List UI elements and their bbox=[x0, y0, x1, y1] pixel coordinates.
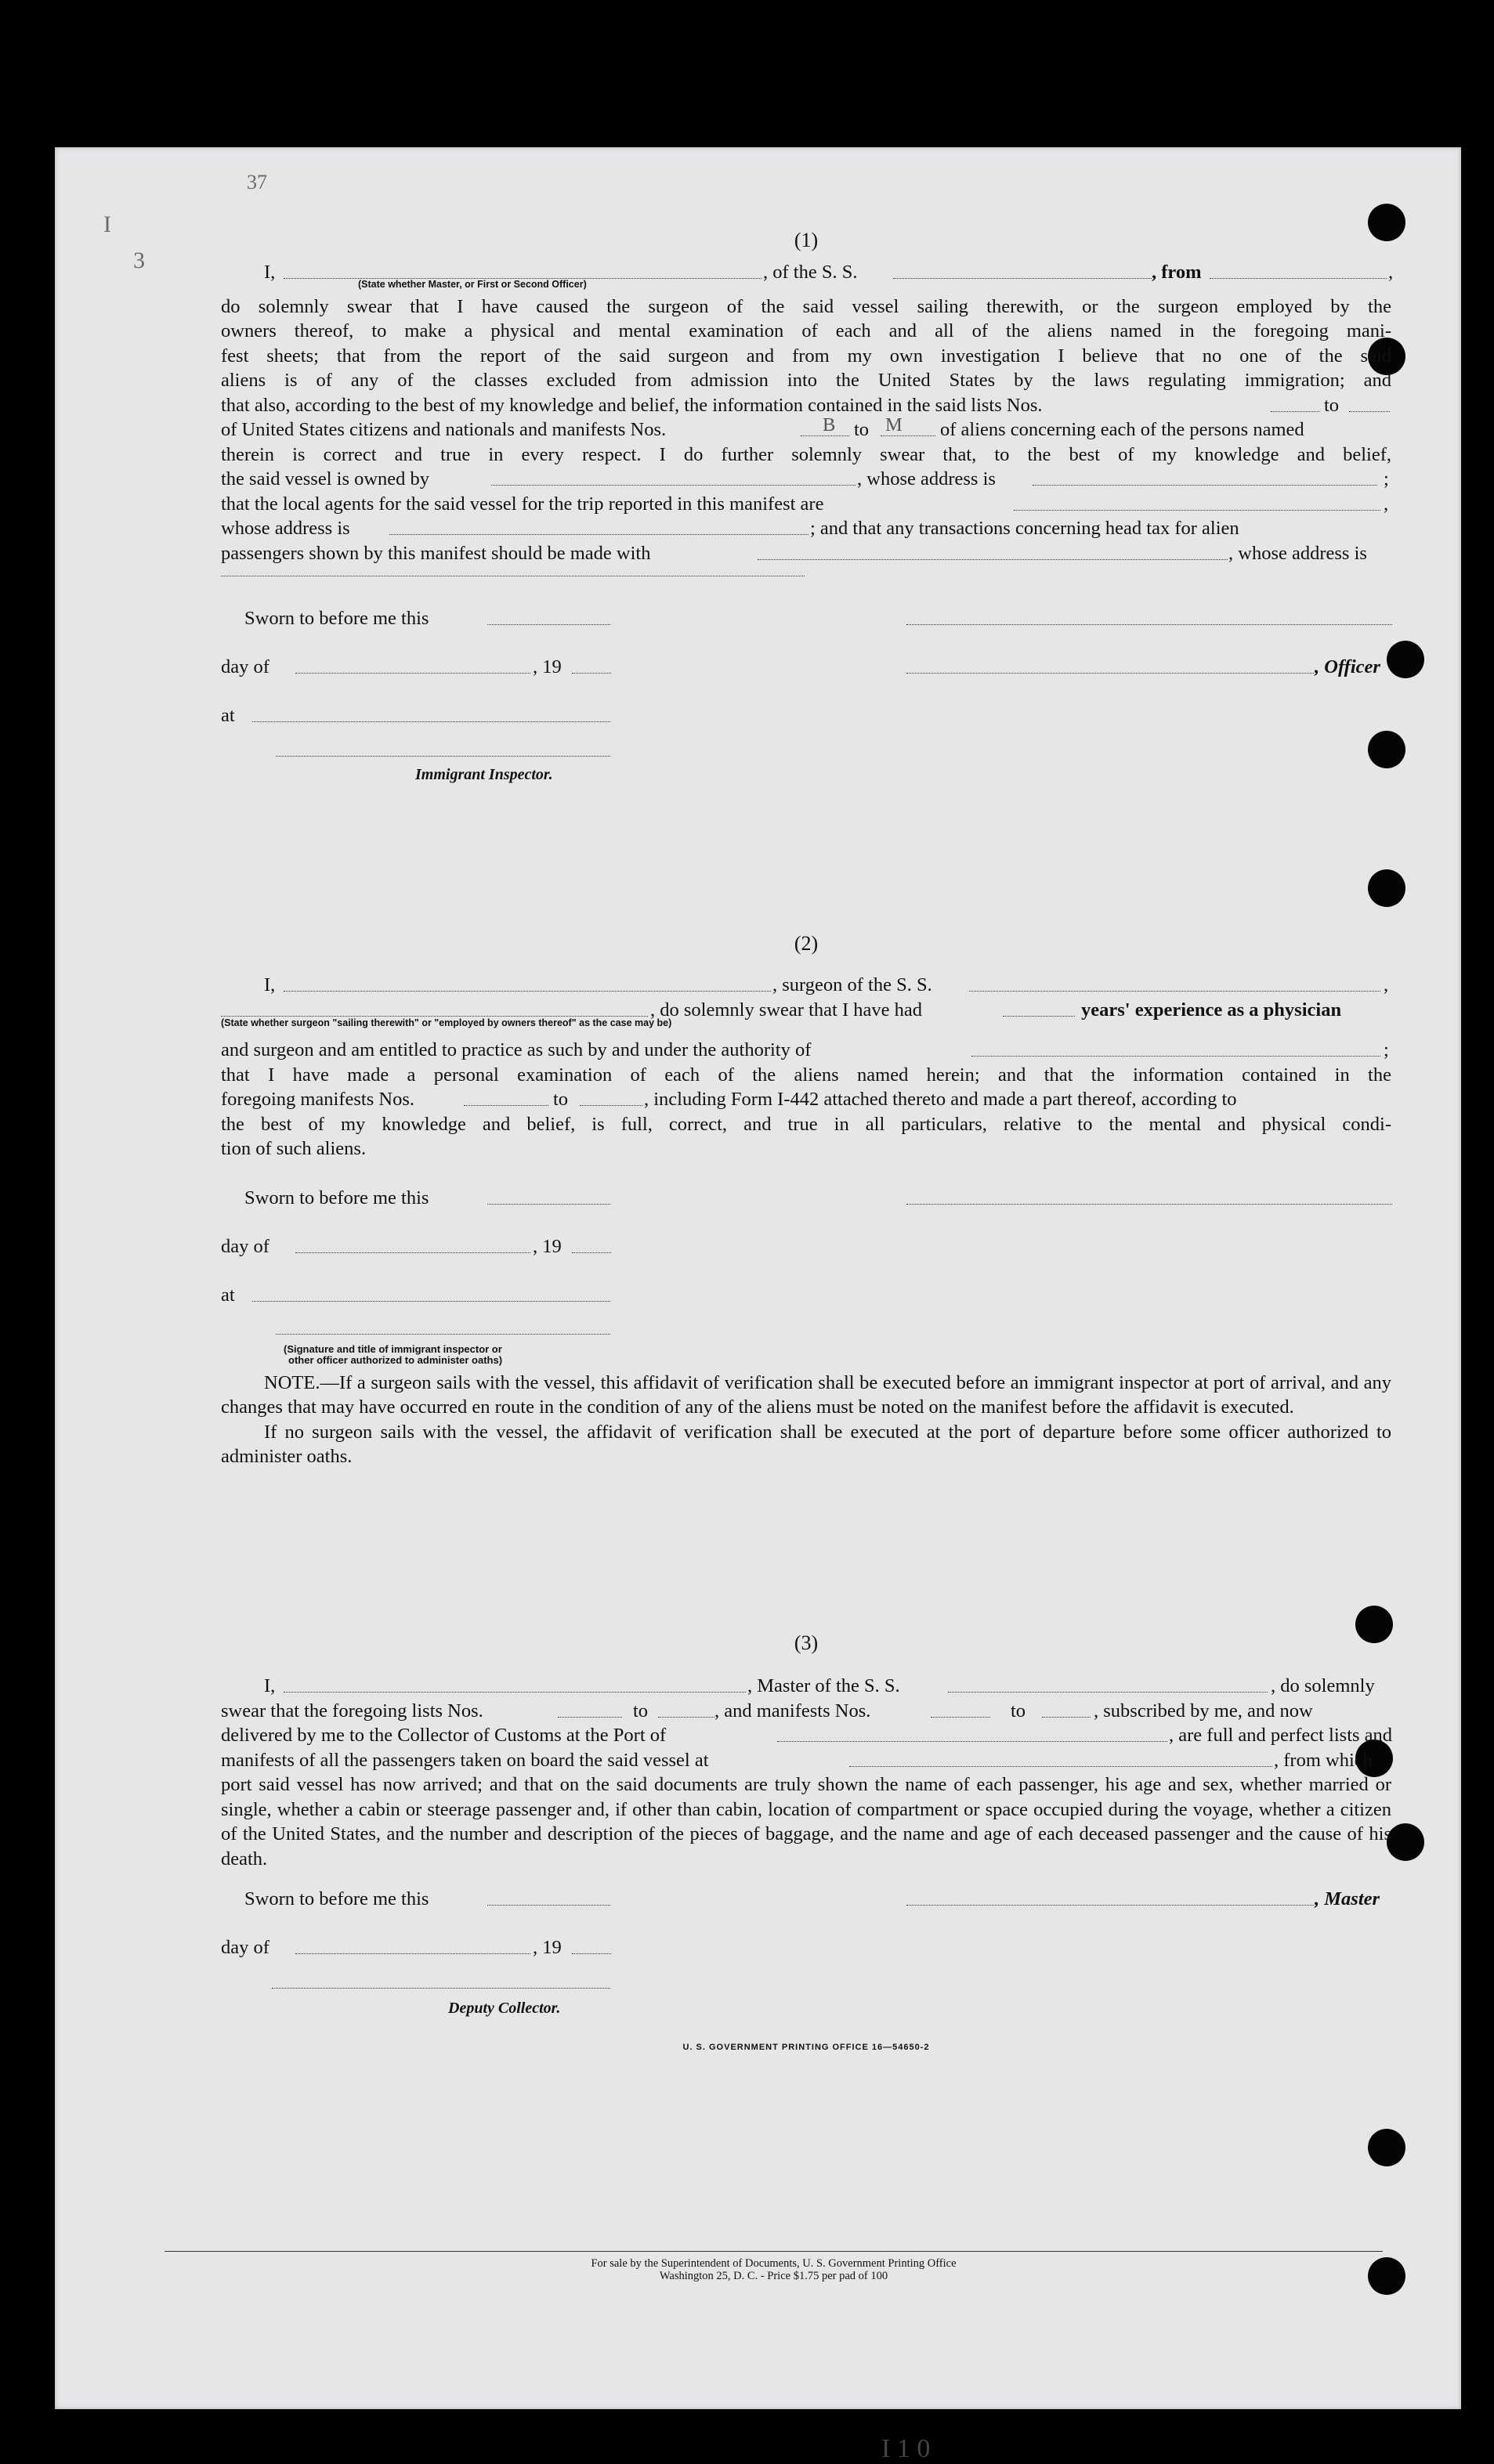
label-master-ss: , Master of the S. S. bbox=[747, 1675, 900, 1696]
day-of-field[interactable] bbox=[295, 1252, 530, 1253]
label-i: I, bbox=[264, 262, 276, 283]
day-of-field[interactable] bbox=[295, 1953, 530, 1954]
surgeon-vessel-field[interactable] bbox=[969, 990, 1380, 992]
subscribed-text: , subscribed by me, and now bbox=[1094, 1700, 1313, 1722]
passengers-text: passengers shown by this manifest should be made with bbox=[221, 542, 651, 564]
authority-field[interactable] bbox=[971, 1055, 1380, 1057]
swear-text: , do solemnly bbox=[1271, 1675, 1375, 1696]
label-i: I, bbox=[264, 1675, 276, 1696]
section-number: (1) bbox=[794, 229, 819, 251]
label-i: I, bbox=[264, 974, 276, 995]
oath-line: tion of such aliens. bbox=[221, 1138, 367, 1159]
years-experience-field[interactable] bbox=[1003, 1015, 1075, 1017]
officer-label: , Officer bbox=[1315, 656, 1380, 677]
oath-line: do solemnly swear that I have caused the surgeon of the said vessel sailing therewith, or the surgeon employed by the bbox=[221, 295, 1391, 317]
head-tax-address-field[interactable] bbox=[221, 575, 805, 576]
sale-line: For sale by the Superintendent of Documents, U. S. Government Printing Office bbox=[591, 2257, 957, 2270]
citizens-text: of United States citizens and nationals and manifests Nos. bbox=[221, 419, 667, 440]
section-number: (2) bbox=[794, 932, 819, 955]
sworn-label: Sworn to before me this bbox=[244, 1187, 429, 1209]
oath-line: therein is correct and true in every respect. I do further solemnly swear that, to the best of my knowledge and belief, bbox=[221, 443, 1391, 465]
surgeon-note: (State whether surgeon "sailing therewith" or "employed by owners thereof" as the case may be) bbox=[221, 1017, 672, 1028]
lists-from-field[interactable] bbox=[558, 1716, 622, 1718]
year-label: , 19 bbox=[533, 656, 562, 677]
lists-to-field[interactable] bbox=[658, 1716, 714, 1718]
years-experience-label: years' experience as a physician bbox=[1081, 999, 1342, 1021]
binder-hole bbox=[1387, 1823, 1424, 1861]
authority-text: and surgeon and am entitled to practice as such by and under the authority of bbox=[221, 1039, 812, 1060]
inspector-signature-field[interactable] bbox=[276, 755, 610, 757]
year-label: , 19 bbox=[533, 1937, 562, 1958]
manifests-nos-label: , and manifests Nos. bbox=[714, 1700, 871, 1722]
collector-label: Deputy Collector. bbox=[448, 2000, 561, 2017]
to-label: to bbox=[1011, 1700, 1026, 1722]
margin-mark: 37 bbox=[247, 171, 267, 193]
citizens-text-end: of aliens concerning each of the persons named bbox=[940, 419, 1304, 440]
from-port-field[interactable] bbox=[1210, 277, 1387, 279]
at-label: at bbox=[221, 704, 235, 726]
agents-text: that the local agents for the said vessel for the trip reported in this manifest are bbox=[221, 493, 824, 515]
officer-title-field[interactable] bbox=[906, 672, 1314, 674]
year-label: , 19 bbox=[533, 1235, 562, 1257]
at-label: at bbox=[221, 1284, 235, 1306]
oath-line: that I have made a personal examination of each of the aliens named herein; and that the information contained in the bbox=[221, 1064, 1391, 1086]
sale-line: Washington 25, D. C. - Price $1.75 per pad of 100 bbox=[659, 2270, 888, 2282]
section-number: (3) bbox=[794, 1631, 819, 1654]
punctuation: , bbox=[1384, 493, 1389, 515]
sworn-date-field[interactable] bbox=[487, 623, 610, 625]
to-label: to bbox=[553, 1089, 569, 1110]
bottom-stamp: I 1 0 bbox=[881, 2434, 931, 2463]
officer-note: (State whether Master, or First or Second Officer) bbox=[358, 278, 587, 290]
collector-signature-field[interactable] bbox=[272, 1987, 610, 1989]
day-of-field[interactable] bbox=[295, 672, 530, 674]
label-of-ss: , of the S. S. bbox=[763, 262, 858, 283]
surgeon-status-field[interactable] bbox=[221, 1015, 648, 1017]
owner-field[interactable] bbox=[491, 484, 856, 486]
at-field[interactable] bbox=[252, 1300, 610, 1302]
binder-hole bbox=[1368, 2129, 1405, 2166]
oath-line: the best of my knowledge and belief, is full, correct, and true in all particulars, relative to the mental and physical condi- bbox=[221, 1113, 1391, 1135]
sworn-date-field[interactable] bbox=[487, 1203, 610, 1205]
form-text: , including Form I-442 attached thereto and made a part thereof, according to bbox=[644, 1089, 1237, 1110]
oath-line: aliens is of any of the classes excluded from admission into the United States by the laws regulating immigration; and bbox=[221, 370, 1391, 391]
manifests-text: manifests of all the passengers taken on board the said vessel at bbox=[221, 1749, 709, 1771]
section-2 bbox=[221, 930, 1391, 1469]
officer-signature-field[interactable] bbox=[906, 623, 1392, 625]
signature-note: (Signature and title of immigrant inspector or bbox=[284, 1342, 502, 1355]
inspector-signature-field[interactable] bbox=[276, 1333, 610, 1335]
inspector-label: Immigrant Inspector. bbox=[415, 765, 553, 783]
note-paragraph: NOTE.—If a surgeon sails with the vessel, this affidavit of verification shall be executed before an immigrant inspector at port of arrival, and any changes that may have occurred en route in the condition of any of the aliens must be noted on the manifest before the affidavit is executed. bbox=[221, 1371, 1391, 1418]
signature-note: other officer authorized to administer oaths) bbox=[288, 1353, 503, 1366]
day-of-label: day of bbox=[221, 656, 269, 677]
agents-address-field[interactable] bbox=[389, 533, 808, 535]
punctuation: , bbox=[1384, 974, 1389, 995]
gpo-imprint: U. S. GOVERNMENT PRINTING OFFICE 16—54650-2 bbox=[682, 2042, 930, 2052]
from-which-text: , from which bbox=[1274, 1749, 1373, 1771]
master-vessel-field[interactable] bbox=[948, 1691, 1268, 1693]
port-field[interactable] bbox=[777, 1740, 1167, 1742]
footer-rule bbox=[165, 2251, 1383, 2252]
surgeon-swear-text: , do solemnly swear that I have had bbox=[650, 999, 922, 1021]
manifests-to-label: to bbox=[854, 419, 870, 440]
agents-field[interactable] bbox=[1014, 509, 1380, 511]
label-surgeon-ss: , surgeon of the S. S. bbox=[772, 974, 932, 995]
year-field[interactable] bbox=[572, 672, 611, 674]
officer-name-field[interactable] bbox=[284, 277, 761, 279]
passengers-address-label: , whose address is bbox=[1228, 542, 1367, 564]
section-3 bbox=[221, 1630, 1391, 2060]
surgeon-name-field[interactable] bbox=[284, 990, 771, 992]
head-tax-text: ; and that any transactions concerning head tax for alien bbox=[810, 518, 1239, 539]
binder-hole bbox=[1387, 641, 1424, 678]
day-of-label: day of bbox=[221, 1937, 269, 1958]
note-paragraph: If no surgeon sails with the vessel, the affidavit of verification shall be executed at the port of departure before some officer authorized to administer oaths. bbox=[221, 1421, 1391, 1467]
whose-address-label: whose address is bbox=[221, 518, 350, 539]
oath-paragraph: port said vessel has now arrived; and that on the said documents are truly shown the name of each passenger, his age and sex, whether married or single, whether a cabin or steerage passenger and, if other than cabin, location of compartment or space occupied during the voyage, whether a citizen of the United States, and the number and description of the pieces of baggage, and the name and age of each deceased passenger and the cause of his death. bbox=[221, 1774, 1391, 1870]
manifests-from-field[interactable] bbox=[931, 1716, 990, 1718]
vessel-name-field[interactable] bbox=[893, 277, 1152, 279]
form-sheet bbox=[55, 147, 1461, 2463]
oath-line: owners thereof, to make a physical and mental examination of each and all of the aliens named in the foregoing mani- bbox=[221, 320, 1391, 341]
surgeon-signature-field[interactable] bbox=[906, 1203, 1392, 1205]
lists-nos-label: swear that the foregoing lists Nos. bbox=[221, 1700, 483, 1722]
sale-notice bbox=[165, 2257, 1383, 2282]
day-of-label: day of bbox=[221, 1235, 269, 1257]
owned-address-label: , whose address is bbox=[857, 468, 996, 490]
boarding-port-field[interactable] bbox=[849, 1765, 1272, 1767]
surgeon-manifests-to-field[interactable] bbox=[580, 1104, 642, 1106]
lists-to-label: to bbox=[1324, 394, 1340, 416]
lists-text: that also, according to the best of my knowledge and belief, the information contained in the said lists Nos. bbox=[221, 394, 1043, 416]
binder-hole bbox=[1368, 869, 1405, 907]
collector-text: delivered by me to the Collector of Customs at the Port of bbox=[221, 1725, 667, 1746]
handwritten-number: B bbox=[823, 414, 836, 435]
punctuation: ; bbox=[1384, 468, 1389, 490]
label-from: , from bbox=[1152, 262, 1202, 283]
manifests-nos-label: foregoing manifests Nos. bbox=[221, 1089, 414, 1110]
margin-mark: 3 bbox=[133, 247, 145, 273]
head-tax-party-field[interactable] bbox=[758, 558, 1228, 560]
lists-to-field[interactable] bbox=[1349, 410, 1390, 412]
surgeon-manifests-from-field[interactable] bbox=[464, 1104, 548, 1106]
perfect-lists-text: , are full and perfect lists and bbox=[1169, 1725, 1393, 1746]
handwritten-number: M bbox=[885, 414, 903, 435]
lists-from-field[interactable] bbox=[1271, 410, 1319, 412]
sworn-label: Sworn to before me this bbox=[244, 607, 429, 629]
section-1 bbox=[221, 227, 1394, 787]
at-field[interactable] bbox=[252, 721, 610, 722]
oath-line: fest sheets; that from the report of the said surgeon and from my own investigation I believe that no one of the said bbox=[221, 345, 1391, 367]
margin-mark: I bbox=[103, 211, 111, 237]
year-field[interactable] bbox=[572, 1252, 611, 1253]
punctuation: ; bbox=[1384, 1039, 1389, 1060]
manifests-to-field[interactable] bbox=[1042, 1716, 1091, 1718]
year-field[interactable] bbox=[572, 1953, 611, 1954]
master-name-field[interactable] bbox=[284, 1691, 746, 1693]
to-label: to bbox=[633, 1700, 649, 1722]
owned-text: the said vessel is owned by bbox=[221, 468, 430, 490]
sworn-label: Sworn to before me this bbox=[244, 1888, 429, 1909]
sworn-date-field[interactable] bbox=[487, 1904, 610, 1906]
master-label: , Master bbox=[1315, 1888, 1380, 1909]
owner-address-field[interactable] bbox=[1033, 484, 1377, 486]
punctuation: , bbox=[1388, 262, 1394, 283]
oath-paragraph bbox=[221, 294, 1391, 393]
master-signature-field[interactable] bbox=[906, 1904, 1314, 1906]
